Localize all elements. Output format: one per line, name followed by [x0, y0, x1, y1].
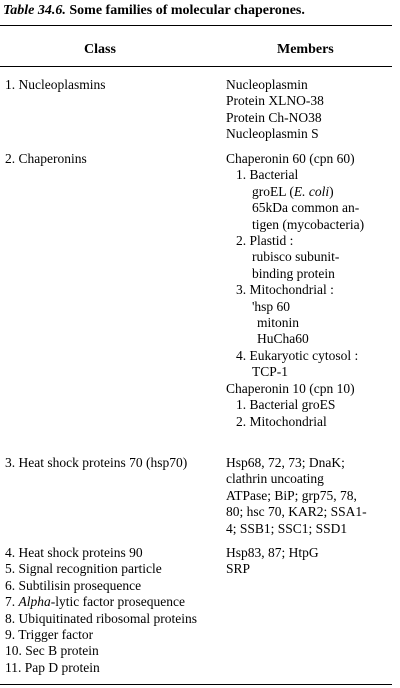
- table-title: Some families of molecular chaperones.: [69, 3, 305, 18]
- class-nucleoplasmins: 1. Nucleoplasmins: [5, 77, 106, 92]
- member-item: clathrin uncoating: [226, 471, 324, 487]
- member-item: Protein XLNO-38: [226, 93, 324, 109]
- member-item: 80; hsc 70, KAR2; SSA1-: [226, 504, 367, 520]
- member-item: mitonin: [257, 315, 300, 331]
- class-subtilisin: 6. Subtilisin prosequence: [5, 577, 142, 593]
- member-item: [226, 184, 364, 200]
- top-rule: [0, 25, 392, 26]
- member-item: 4. Eukaryotic cytosol :: [236, 347, 359, 363]
- groel-text: groEL (: [252, 183, 294, 199]
- members-hsp70: [226, 455, 367, 537]
- header-class: Class: [84, 42, 116, 57]
- member-item: ATPase; BiP; grp75, 78,: [226, 487, 357, 503]
- member-item: 2. Mitochondrial: [236, 413, 327, 429]
- member-item: 1. Bacterial: [236, 167, 299, 183]
- alpha-text: Alpha: [18, 594, 51, 610]
- member-item: Nucleoplasmin: [226, 77, 308, 92]
- member-item: 2. Plastid :: [236, 233, 294, 249]
- class-alpha-rest: -lytic factor prosequence: [50, 594, 185, 610]
- class-ubiquitinated: 8. Ubiquitinated ribosomal proteins: [5, 610, 197, 626]
- class-papd: 11. Pap D protein: [5, 659, 100, 675]
- member-item: Chaperonin 10 (cpn 10): [226, 380, 355, 396]
- header-rule: [0, 66, 392, 67]
- class-trigger-factor: 9. Trigger factor: [5, 627, 94, 643]
- member-item: Protein Ch-NO38: [226, 109, 322, 125]
- groel-close: ): [329, 183, 334, 199]
- members-others: [226, 545, 319, 578]
- member-item: 1. Bacterial groES: [236, 397, 336, 413]
- member-item: HuCha60: [257, 331, 309, 347]
- members-chaperonins: [226, 151, 364, 430]
- member-item: 'hsp 60: [252, 298, 291, 314]
- class-secb: 10. Sec B protein: [5, 643, 99, 659]
- member-item: 3. Mitochondrial :: [236, 282, 334, 298]
- member-item: TCP-1: [252, 364, 289, 380]
- member-item: Chaperonin 60 (cpn 60): [226, 151, 355, 166]
- class-hsp90: 4. Heat shock proteins 90: [5, 545, 143, 560]
- member-item: SRP: [226, 561, 251, 577]
- class-srp: 5. Signal recognition particle: [5, 561, 162, 577]
- header-members: Members: [277, 42, 334, 57]
- member-item: Hsp68, 72, 73; DnaK;: [226, 455, 345, 470]
- member-item: 4; SSB1; SSC1; SSD1: [226, 520, 348, 536]
- class-chaperonins: 2. Chaperonins: [5, 151, 87, 166]
- member-item: 65kDa common an-: [252, 200, 360, 216]
- member-item: tigen (mycobacteria): [252, 216, 365, 232]
- member-item: Hsp83, 87; HtpG: [226, 545, 319, 560]
- ecoli-text: E. coli: [293, 183, 330, 199]
- class-list-others: [5, 545, 197, 676]
- table-caption: [3, 3, 305, 19]
- member-item: binding protein: [252, 265, 335, 281]
- member-item: Nucleoplasmin S: [226, 126, 319, 142]
- bottom-rule: [0, 684, 392, 685]
- class-alpha-lytic: [5, 594, 197, 610]
- class-alpha-number: 7.: [5, 594, 19, 610]
- table-number: Table 34.6.: [3, 3, 66, 18]
- member-item: rubisco subunit-: [252, 249, 340, 265]
- class-hsp70: 3. Heat shock proteins 70 (hsp70): [5, 455, 188, 470]
- members-nucleoplasmins: [226, 77, 324, 143]
